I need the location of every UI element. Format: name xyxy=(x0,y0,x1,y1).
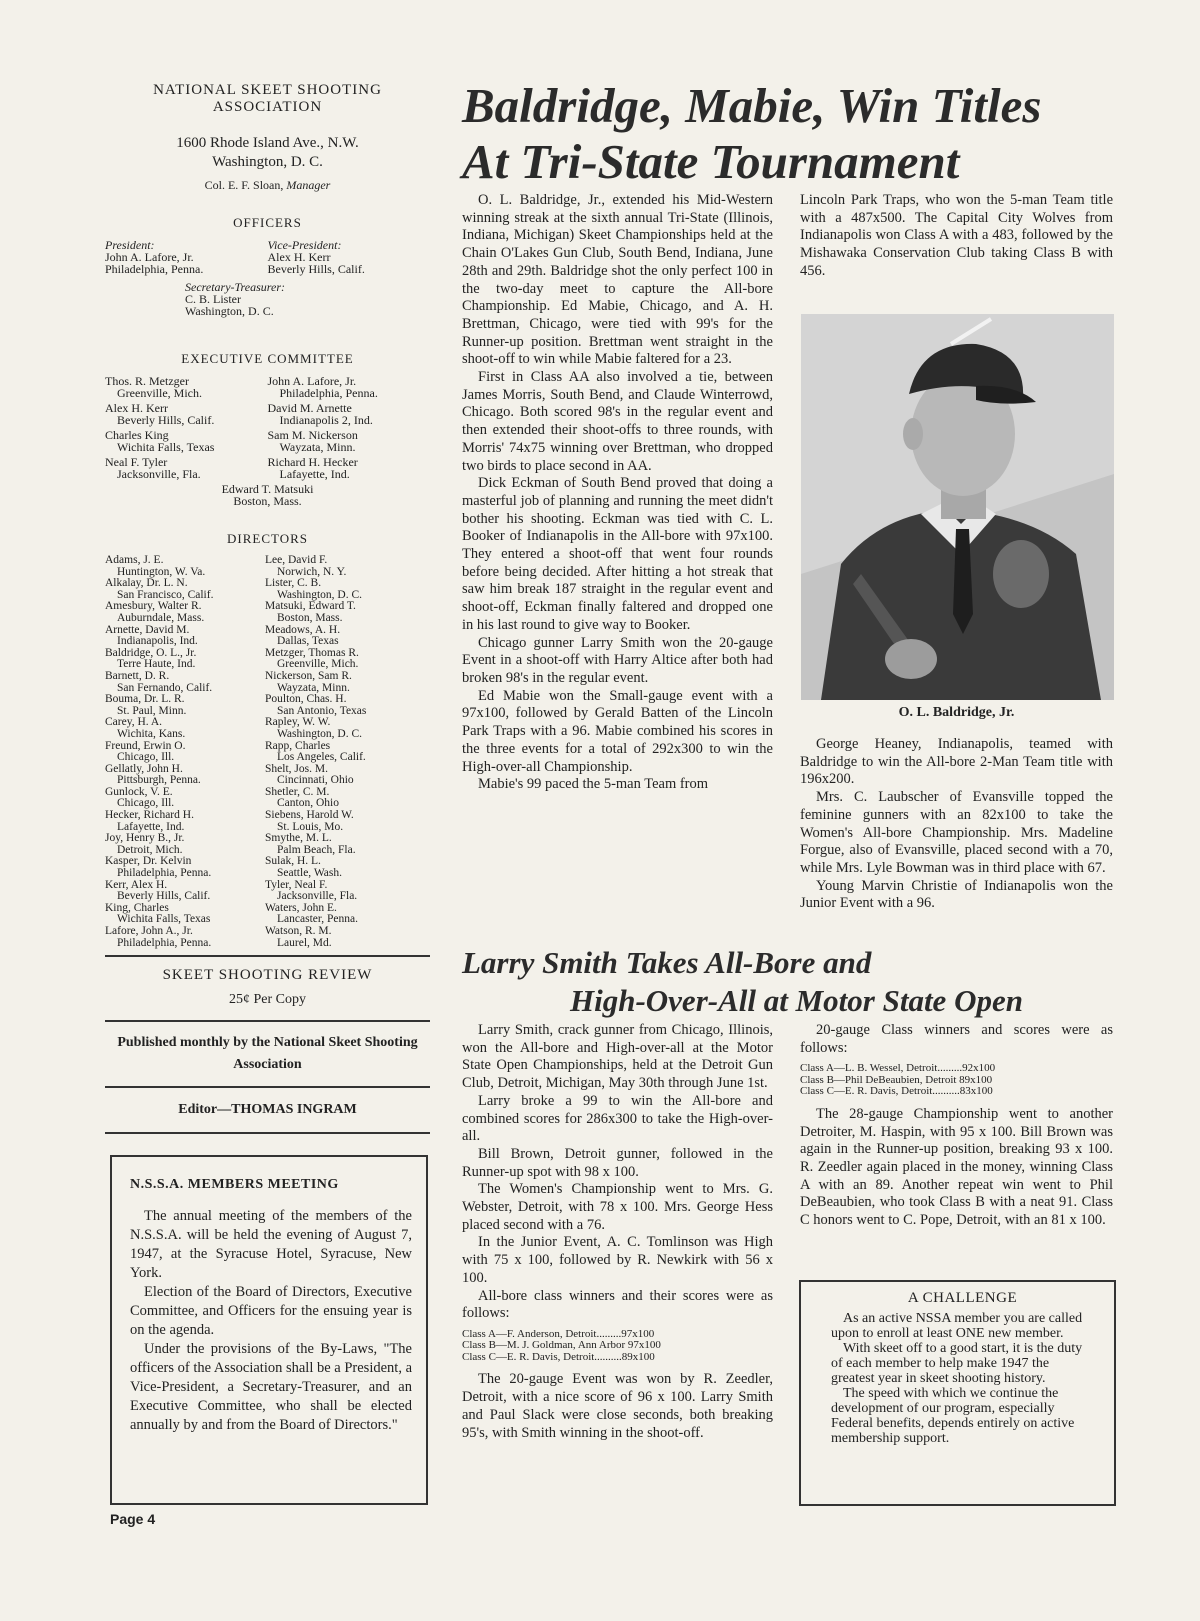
article-paragraph: Mrs. C. Laubscher of Evansville topped the feminine gunners with an 82x100 to take the Women's All-bore Championship. Mrs. Madeline Forgue, also of Evansville, placed second with a 70, while Mrs. Lyle Bowman was in third place with 67. xyxy=(800,789,1113,876)
gauge20-class-scores xyxy=(800,1063,1113,1098)
article2-headline-line1: Larry Smith Takes All-Bore and xyxy=(462,945,872,980)
director-city: Lafayette, Ind. xyxy=(117,820,185,833)
article-paragraph: George Heaney, Indianapolis, teamed with Baldridge to win the All-bore 2-Man Team title with 196x200. xyxy=(800,736,1113,788)
director-name: Matsuki, Edward T. xyxy=(265,600,356,613)
members-meeting-box xyxy=(110,1155,428,1505)
director-city: Detroit, Mich. xyxy=(117,843,183,856)
allbore-class-scores xyxy=(462,1329,773,1364)
director-city: St. Louis, Mo. xyxy=(277,820,344,833)
org-title: NATIONAL SKEET SHOOTING ASSOCIATION xyxy=(153,82,382,115)
director-city: Philadelphia, Penna. xyxy=(117,936,212,949)
article-paragraph: Larry Smith, crack gunner from Chicago, Illinois, won the All-bore and High-over-all at the Motor State Open Championships, held at the Detroit Gun Club, Detroit, Michigan, May 30th through June 1st. xyxy=(462,1022,773,1092)
director-city: St. Paul, Minn. xyxy=(117,704,187,717)
director-name: Lee, David F. xyxy=(265,554,328,566)
divider xyxy=(105,955,430,957)
executive-row: Neal F. Tyler Jacksonville, Fla. Richard H. Hecker Lafayette, Ind. xyxy=(105,455,358,481)
article1-headline-line1: Baldridge, Mabie, Win Titles xyxy=(462,78,1042,133)
director-name: Kasper, Dr. Kelvin xyxy=(105,855,192,868)
director-city: Indianapolis, Ind. xyxy=(117,635,198,648)
challenge-heading: A CHALLENGE xyxy=(907,1290,1018,1306)
page-number: Page 4 xyxy=(110,1511,156,1527)
director-name: Meadows, A. H. xyxy=(265,623,341,636)
director-name: Bouma, Dr. L. R. xyxy=(105,693,185,706)
director-name: Rapley, W. W. xyxy=(265,716,331,729)
org-manager: Col. E. F. Sloan, Manager xyxy=(204,178,331,192)
director-name: Sulak, H. L. xyxy=(265,855,321,868)
director-name: Freund, Erwin O. xyxy=(105,739,186,752)
executive-row: Edward T. Matsuki Boston, Mass. xyxy=(221,482,314,508)
article-paragraph: Young Marvin Christie of Indianapolis won the Junior Event with a 96. xyxy=(800,877,1113,912)
score-line: Class B—M. J. Goldman, Ann Arbor 97x100 xyxy=(462,1339,661,1352)
director-city: Wichita Falls, Texas xyxy=(117,913,211,926)
director-name: Joy, Henry B., Jr. xyxy=(105,832,185,845)
director-city: Laurel, Md. xyxy=(277,936,332,949)
officers-heading: OFFICERS xyxy=(233,215,302,230)
director-name: Adams, J. E. xyxy=(105,554,164,566)
director-city: San Fernando, Calif. xyxy=(117,681,213,694)
challenge-paragraph: With skeet off to a good start, it is the duty of each member to help make 1947 the greatest year in skeet shooting history. xyxy=(831,1341,1083,1386)
baldridge-photo xyxy=(801,314,1114,700)
article-paragraph: Dick Eckman of South Bend proved that doing a masterful job of planning and running the meet didn't bother his shooting. Eckman was tied with C. L. Booker of Indianapolis in the All-bore with 97x100. They entered a shoot-off that went four rounds before being decided. After hitting a hot streak that saw him break 187 straight in the regular event and shoot-off, Eckman finally faltered and dropped one in his last round to give way to Booker. xyxy=(462,475,773,633)
divider xyxy=(105,1086,430,1088)
director-name: Lister, C. B. xyxy=(265,577,322,590)
challenge-paragraph: The speed with which we continue the development of our program, especially Federal benefits, depends entirely on active membership support. xyxy=(831,1386,1075,1446)
article1-headline-line2: At Tri-State Tournament xyxy=(462,134,960,189)
director-name: Metzger, Thomas R. xyxy=(265,646,359,659)
director-name: King, Charles xyxy=(105,901,169,914)
director-name: Arnette, David M. xyxy=(105,623,190,636)
director-city: Pittsburgh, Penna. xyxy=(117,774,201,787)
director-city: Cincinnati, Ohio xyxy=(277,774,354,787)
meeting-heading: N.S.S.A. MEMBERS MEETING xyxy=(130,1177,339,1192)
director-name: Kerr, Alex H. xyxy=(105,878,168,891)
org-address: 1600 Rhode Island Ave., N.W. Washington, D. C. xyxy=(176,135,359,170)
directors-column-left xyxy=(105,555,265,949)
article-paragraph: Chicago gunner Larry Smith won the 20-gauge Event in a shoot-off with Harry Altice after both had broken 98's in the regular event. xyxy=(462,634,773,686)
article-paragraph: All-bore class winners and their scores were as follows: xyxy=(462,1287,773,1322)
article-paragraph: Bill Brown, Detroit gunner, followed in the Runner-up spot with 98 x 100. xyxy=(462,1145,773,1180)
article1-column1 xyxy=(462,192,773,794)
divider xyxy=(105,1132,430,1134)
article2-headline-line2: High-Over-All at Motor State Open xyxy=(570,983,1023,1018)
director-name: Hecker, Richard H. xyxy=(105,809,194,822)
director-city: Palm Beach, Fla. xyxy=(277,843,356,856)
director-name: Shelt, Jos. M. xyxy=(265,762,328,775)
meeting-paragraph: Election of the Board of Directors, Executive Committee, and Officers for the ensuing year is on the agenda. xyxy=(130,1284,412,1338)
executive-row: Charles King Wichita Falls, Texas Sam M. Nickerson Wayzata, Minn. xyxy=(105,428,358,454)
director-city: Boston, Mass. xyxy=(277,611,343,624)
director-city: Beverly Hills, Calif. xyxy=(117,890,211,903)
challenge-paragraph: As an active NSSA member you are called upon to enroll at least ONE new member. xyxy=(831,1311,1083,1341)
director-city: San Antonio, Texas xyxy=(277,704,367,717)
director-name: Tyler, Neal F. xyxy=(265,878,328,891)
director-name: Poulton, Chas. H. xyxy=(265,693,347,706)
review-published: Published monthly by the National Skeet Shooting Association xyxy=(117,1035,418,1072)
director-name: Nickerson, Sam R. xyxy=(265,669,352,682)
director-city: Norwich, N. Y. xyxy=(277,565,347,578)
director-city: Auburndale, Mass. xyxy=(117,611,205,624)
director-city: Terre Haute, Ind. xyxy=(117,658,196,671)
director-name: Alkalay, Dr. L. N. xyxy=(105,577,188,590)
director-name: Lafore, John A., Jr. xyxy=(105,925,193,937)
secretary-treasurer: Secretary-Treasurer: C. B. Lister Washington, D. C. xyxy=(185,280,285,318)
director-city: Los Angeles, Calif. xyxy=(277,751,366,764)
director-city: Huntington, W. Va. xyxy=(117,565,206,578)
score-line: Class C—E. R. Davis, Detroit..........83x100 xyxy=(800,1085,993,1098)
director-city: Jacksonville, Fla. xyxy=(277,890,358,903)
executive-row: Alex H. Kerr Beverly Hills, Calif. David M. Arnette Indianapolis 2, Ind. xyxy=(105,401,373,427)
review-price: 25¢ Per Copy xyxy=(229,992,306,1007)
director-city: Seattle, Wash. xyxy=(277,867,342,880)
score-line: Class A—F. Anderson, Detroit.........97x100 xyxy=(462,1327,655,1340)
director-name: Shetler, C. M. xyxy=(265,785,330,798)
article-paragraph: The Women's Championship went to Mrs. G. Webster, Detroit, with 78 x 100. Mrs. George Hess placed second with a 76. xyxy=(462,1181,773,1233)
divider xyxy=(105,1020,430,1022)
article-paragraph: 20-gauge Class winners and scores were as follows: xyxy=(800,1022,1113,1056)
review-editor: Editor—THOMAS INGRAM xyxy=(178,1102,357,1117)
score-line: Class C—E. R. Davis, Detroit..........89x100 xyxy=(462,1350,655,1363)
director-city: Washington, D. C. xyxy=(277,727,363,740)
director-name: Siebens, Harold W. xyxy=(265,809,354,822)
director-city: Lancaster, Penna. xyxy=(277,913,358,926)
article-paragraph: The 20-gauge Event was won by R. Zeedler, Detroit, with a nice score of 96 x 100. Larry Smith and Paul Slack were close seconds, both breaking 95's, with Smith winning in the shoot-off. xyxy=(462,1371,773,1441)
director-name: Gellatly, John H. xyxy=(105,762,183,775)
director-name: Watson, R. M. xyxy=(265,925,332,937)
director-name: Waters, John E. xyxy=(265,901,337,914)
director-name: Rapp, Charles xyxy=(265,739,331,752)
article1-column2-bottom xyxy=(800,736,1113,913)
review-masthead xyxy=(105,955,430,1134)
executive-row: Thos. R. Metzger Greenville, Mich. John A. Lafore, Jr. Philadelphia, Penna. xyxy=(105,374,378,400)
director-city: Canton, Ohio xyxy=(277,797,339,810)
director-name: Amesbury, Walter R. xyxy=(105,600,202,613)
score-line: Class A—L. B. Wessel, Detroit.........92x100 xyxy=(800,1062,996,1075)
director-city: Chicago, Ill. xyxy=(117,751,175,764)
challenge-box xyxy=(799,1280,1116,1506)
meeting-paragraph: Under the provisions of the By-Laws, "The officers of the Association shall be a President, a Vice-President, a Secretary-Treasurer, and an Executive Committee, who shall be elected annually by and from the Board of Directors." xyxy=(130,1341,413,1433)
portrait-illustration xyxy=(801,314,1114,700)
director-city: Dallas, Texas xyxy=(277,635,339,648)
director-city: Greenville, Mich. xyxy=(277,658,359,671)
article-paragraph: Mabie's 99 paced the 5-man Team from xyxy=(478,776,709,793)
association-info xyxy=(105,82,430,949)
director-city: Washington, D. C. xyxy=(277,588,363,601)
meeting-paragraph: The annual meeting of the members of the N.S.S.A. will be held the evening of August 7, 1947, at the Syracuse Hotel, Syracuse, New York. xyxy=(130,1208,412,1281)
photo-caption: O. L. Baldridge, Jr. xyxy=(898,705,1015,720)
score-line: Class B—Phil DeBeaubien, Detroit 89x100 xyxy=(800,1073,993,1086)
director-name: Carey, H. A. xyxy=(105,716,163,729)
director-city: Philadelphia, Penna. xyxy=(117,867,212,880)
director-city: Chicago, Ill. xyxy=(117,797,175,810)
directors-list xyxy=(105,555,430,949)
article2-column2 xyxy=(800,1022,1113,1230)
officers-list: President: John A. Lafore, Jr. Philadelphia, Penna. Vice-President: Alex H. Kerr Beverly Hills, Calif. xyxy=(105,238,365,276)
director-name: Gunlock, V. E. xyxy=(105,785,173,798)
director-city: Wayzata, Minn. xyxy=(277,681,350,694)
article-paragraph: Larry broke a 99 to win the All-bore and combined scores for 286x300 to take the High-over-all. xyxy=(462,1092,773,1145)
article2-column1 xyxy=(462,1022,773,1442)
article-paragraph: Lincoln Park Traps, who won the 5-man Team title with a 487x500. The Capital City Wolves from Indianapolis won Class A with a 483, followed by the Mishawaka Conservation Club taking Class B with 456. xyxy=(800,192,1113,279)
article-paragraph: O. L. Baldridge, Jr., extended his Mid-Western winning streak at the sixth annual Tri-State (Illinois, Indiana, Michigan) Skeet Championships held at the Chain O'Lakes Gun Club, South Bend, Indiana, June 28th and 29th. Baldridge shot the only perfect 100 in the two-day meet to capture the All-bore Championship. Ed Mabie, Chicago, and A. H. Brettman, Chicago, were tied with 99's for the Runner-up position. Brettman went straight in the shoot-off to win while Mabie faltered for a 23. xyxy=(462,192,773,368)
article-paragraph: In the Junior Event, A. C. Tomlinson was High with 75 x 100, followed by R. Newkirk with 56 x 100. xyxy=(462,1234,773,1286)
director-name: Smythe, M. L. xyxy=(265,832,332,845)
article-paragraph: First in Class AA also involved a tie, between James Morris, South Bend, and Claude Winterrowd, Chicago. Both scored 98's in the regular event and then extended their shoot-offs to three rounds, with Morris' 74x75 winning over Brettman, who dropped two birds to place second in AA. xyxy=(462,369,773,474)
director-city: Wichita, Kans. xyxy=(117,727,186,740)
director-name: Baldridge, O. L., Jr. xyxy=(105,646,197,659)
director-city: San Francisco, Calif. xyxy=(117,588,214,601)
executive-list xyxy=(105,375,430,507)
director-name: Barnett, D. R. xyxy=(105,669,170,682)
review-title: SKEET SHOOTING REVIEW xyxy=(162,967,373,983)
directors-column-right xyxy=(265,555,425,949)
article-paragraph: The 28-gauge Championship went to another Detroiter, M. Haspin, with 95 x 100. Bill Brown was again in the Runner-up position, breaking 93 x 100. R. Zeedler again placed in the money, winning Class A with an 89. Another repeat win went to Phil DeBeaubien, who took Class B with a neat 91. Class C honors went to C. Pope, Detroit, with an 81 x 100. xyxy=(800,1105,1113,1229)
article1-column2-top xyxy=(800,192,1113,281)
article-paragraph: Ed Mabie won the Small-gauge event with a 97x100, followed by Gerald Batten of the Lincoln Park Traps with a 96. Mabie combined his scores in the three events for a total of 292x300 to win the High-over-all Championship. xyxy=(462,687,773,775)
executive-heading: EXECUTIVE COMMITTEE xyxy=(181,351,354,366)
directors-heading: DIRECTORS xyxy=(227,531,308,546)
